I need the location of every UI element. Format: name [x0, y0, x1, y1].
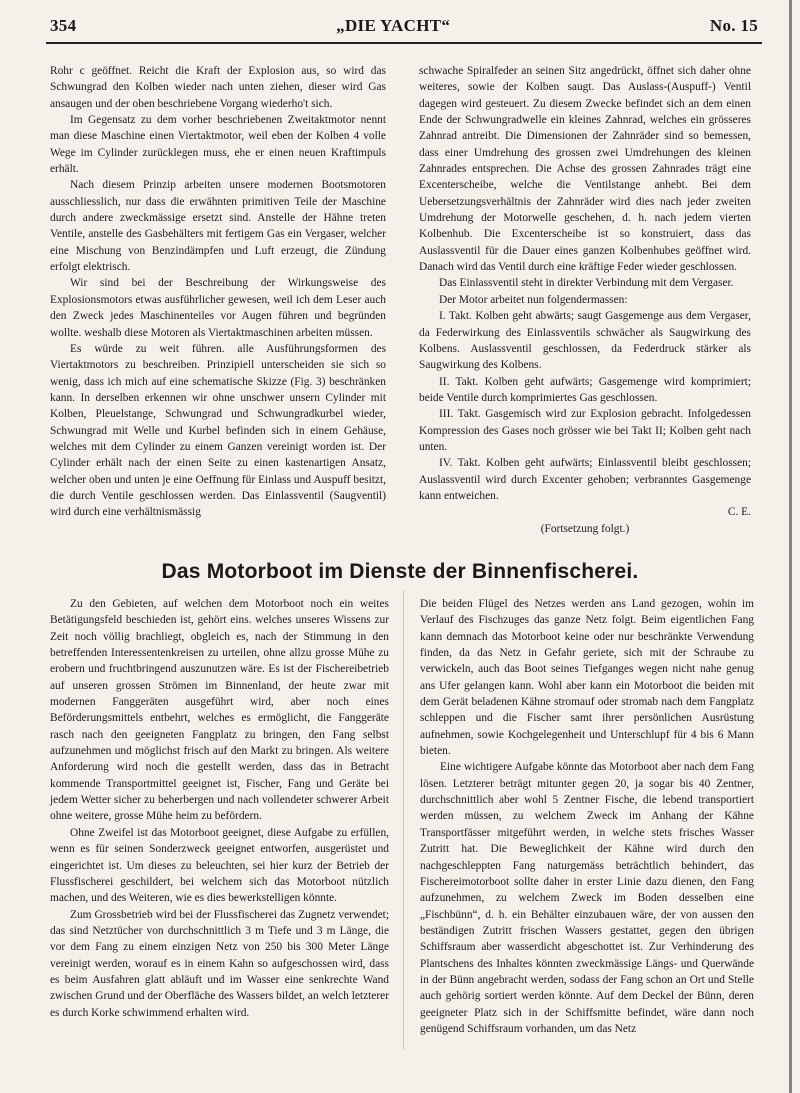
header-rule: [46, 42, 762, 44]
paragraph: Es würde zu weit führen. alle Ausführungsformen des Viertaktmotors zu beschreiben. Prinzipiell unterscheiden sie sich so wenig, dass ich mich auf eine schematische Skizze (Fig. 3) beschränken kann. In derselben erkennen wir ohne unschwer unsern Cylinder mit Kolben, Pleuelstange, Schwungrad und Schwungradkurbel wieder, Schwungrad mit Welle und Kurbel befinden sich in einem Gehäuse, welches mit dem Cylinder zu einem Ganzen vereinigt worden ist. Der Cylinder erhält nach der einen Seite zu einen kastenartigen Ansatz, welcher oben und unten je eine Oeffnung für Einlass und Auspuff besitzt, die durch Ventile geschlossen werden. Das Einlassventil (Saugventil) wird durch eine verhältnismässig: [50, 342, 386, 519]
column-3: [50, 596, 389, 1021]
paragraph: Zum Grossbetrieb wird bei der Flussfischerei das Zugnetz verwendet; das sind Netztücher von durchschnittlich 3 m Tiefe und 3 m Länge, die vor dem Fang zu einem einzigen Netz von 250 bis 300 Meter Länge vereinigt werden, worauf es in einem Kahn so aufgeschossen wird, dass es beim Ausfahren glatt abläuft und im Wasser eine senkrechte Wand zwischen Grund und der Oberfläche des Wassers bildet, an welch letzterer es durch Korke schwimmend erhalten wird.: [50, 908, 389, 1019]
column-divider: [403, 590, 404, 1050]
paragraph: Nach diesem Prinzip arbeiten unsere modernen Bootsmotoren ausschliesslich, nur dass die erwähnten primitiven Teile der Maschine durch andere zweckmässige ersetzt sind. Anstelle der Hähne treten Ventile, anstelle des Gasbehälters mit fertigem Gas ein Vergaser, welcher eine Mischung von Benzindämpfen und Luft erzeugt, die Zündung erfolgt elektrisch.: [50, 179, 386, 274]
paragraph: Wir sind bei der Beschreibung der Wirkungsweise des Explosionsmotors etwas ausführlicher gewesen, weil ich dem Leser auch den Zweck jedes Maschinenteiles vor Augen führen und begründen wollte. weshalb diese Motoren als Viertaktmaschinen arbeiten müssen.: [50, 277, 386, 339]
column-2: [419, 63, 751, 537]
paragraph: Im Gegensatz zu dem vorher beschriebenen Zweitaktmotor nennt man diese Maschine einen Viertaktmotor, weil eben der Kolben 4 volle Wege im Cylinder zurücklegen muss, ehe er einen neuen Kraftimpuls erhält.: [50, 114, 386, 176]
continuation-note: (Fortsetzung folgt.): [540, 522, 630, 535]
issue-number: No. 15: [709, 16, 758, 35]
column-1: [50, 63, 386, 521]
page-number: 354: [50, 16, 77, 35]
paragraph-takt-4: IV. Takt. Kolben geht aufwärts; Einlassventil bleibt geschlossen; Auslassventil wird durch Excenter gehoben; verbranntes Gasgemenge kann entweichen.: [419, 457, 751, 502]
column-4: [420, 596, 754, 1037]
author-initials: C. E.: [727, 506, 751, 519]
article-title: Das Motorboot im Dienste der Binnenfischerei.: [161, 560, 639, 583]
paragraph: Ohne Zweifel ist das Motorboot geeignet, diese Aufgabe zu erfüllen, wenn es für seinen Sonderzweck geeignet entworfen, ausgerüstet und eingerichtet ist. Um dieses zu beleuchten, sei hier kurz der Betrieb der Flussfischerei geschildert, bei welchem sich das Motorboot nützlich machen, und des Weiteren, wie es dies bewerkstelligen könnte.: [50, 826, 389, 905]
paragraph: Das Einlassventil steht in direkter Verbindung mit dem Vergaser.: [439, 277, 734, 290]
paragraph: Zu den Gebieten, auf welchen dem Motorboot noch ein weites Betätigungsfeld beschieden ist, gehört eins. welches unseres Wissens zur Zeit noch völlig brachliegt, obgleich es, nach der Stimmung in den betreffenden Interessentenkreisen zu urteilen, ohne allzu grosse Mühe zu erobern und fruchtbringend auszunutzen wäre. Es ist der Fischereibetrieb auf unseren grossen Strömen im Binnenland, der heute zwar mit modernen Fanggeräten ausgeführt wird, aber noch eines Beförderungsmittels entbehrt, welches es ermöglicht, die Fanggeräte rasch nach den geeigneten Fangplatz zu bringen, den Fang selbst aufzunehmen und möglichst frisch auf den Markt zu bringen. Als weitere Anforderung wird noch die gestellt werden, dass das in Betracht kommende Transportmittel geeignet ist, Fischer, Fang und Geräte bei jedem Wetter sicher zu beherbergen und nach vollendeter schwerer Arbeit ohne weitere, grosse Mühe heim zu befördern.: [50, 598, 389, 823]
paragraph: Der Motor arbeitet nun folgendermassen:: [439, 293, 628, 306]
journal-title: „DIE YACHT“: [336, 16, 451, 35]
paragraph: Eine wichtigere Aufgabe könnte das Motorboot aber nach dem Fang lösen. Letzterer beträgt mitunter gegen 20, ja sogar bis 40 Zentner, durchschnittlich aber wohl 5 Zentner Fische, die lebend transportiert werden müssen, zu welchem Zweck im Anhang der Kähne Transportfässer mitgeführt werden, in welche stets frisches Wasser Zutritt hat. Die Beweglichkeit der Kähne wird durch den nachgeschleppten Fang naturgemäss beträchtlich behindert, das Fischereimotorboot sollte daher in erster Linie dazu dienen, den Fang aufzunehmen, zu welchem Zweck im Boden desselben eine „Fischbünn“, d. h. ein Behälter einzubauen wäre, der von aussen den beständigen Zutritt frischen Wassers gestattet, gegen den übrigen Schiffsraum aber wasserdicht abgeschottet ist. Zur Verhinderung des Plantschens des Inhaltes könnten zweckmässige Längs- und Querwände in der Bünn angebracht werden, sodass der Fang schon an Ort und Stelle auch gehörig sortiert werden könnte. Auf dem Deckel der Bünn, deren geeigneter Platz sich in der Schiffsmitte befindet, wäre dann noch genügend Schiffsraum vorhanden, um das Netz: [420, 761, 754, 1035]
scan-edge: [789, 0, 792, 1093]
paragraph: Rohr c geöffnet. Reicht die Kraft der Explosion aus, so wird das Schwungrad den Kolben wieder nach unten ziehen, dieser wird Gas ansaugen und der oben beschriebene Vorgang wiederho't sich.: [50, 65, 386, 110]
paragraph: schwache Spiralfeder an seinen Sitz angedrückt, öffnet sich daher ohne weiteres, sowie der Kolben saugt. Das Auslass-(Auspuff-) Ventil dagegen wird gesteuert. Zu diesem Zwecke befindet sich an dem einen Ende der Schwungradwelle ein kleines Zahnrad, welches ein grösseres Zahnrad antreibt. Die Dimensionen der Zahnräder sind so bemessen, dass einer Umdrehung des grossen zwei Umdrehungen des kleinen Zahnrades entsprechen. Die Achse des grossen Zahnrades trägt eine Excenterscheibe, welche die Ventilstange anhebt. Bei dem Uebersetzungsverhältnis der Zahnräder wird dies nach jeder zweiten Umdrehung der Motorwelle geschehen, d. h. nach jedem vierten Kolbenhub. Die Excenterscheibe ist so konstruiert, dass das Auslassventil für die Dauer eines ganzen Kolbenhubes geöffnet wird. Danach wird das Ventil durch eine kräftige Feder wieder geschlossen.: [419, 65, 751, 274]
paragraph-takt-3: III. Takt. Gasgemisch wird zur Explosion gebracht. Infolgedessen Kompression des Gases noch grösser wie bei Takt II; Kolben geht nach unten.: [419, 408, 751, 453]
paragraph: Die beiden Flügel des Netzes werden ans Land gezogen, wohin im Verlauf des Fischzuges das ganze Netz folgt. Beim eigentlichen Fang kann demnach das Motorboot keine oder nur beschränkte Verwendung finden, da das Netz in Gefahr geriete, sich mit der Schraube zu verwickeln, auch das Boot seines Tiefganges wegen nicht nahe genug ans Ufer gelangen kann. Wohl aber kann ein Motorboot die beiden mit dem Gerät beladenen Kähne stromauf oder stromab nach dem Fangplatz schleppen und die Fischer samt ihrer persönlichen Ausrüstung aufnehmen, sowie Kochgelegenheit und Unterschlupf für 4 bis 6 Mann bieten.: [420, 598, 754, 758]
paragraph-takt-2: II. Takt. Kolben geht aufwärts; Gasgemenge wird komprimiert; beide Ventile durch komprimiertes Gas geschlossen.: [419, 375, 751, 404]
running-header: [50, 12, 758, 40]
paragraph-takt-1: I. Takt. Kolben geht abwärts; saugt Gasgemenge aus dem Vergaser, da Federwirkung des Einlassventils schwächer als Saugwirkung des Kolbens. Auslassventil geschlossen, da Federdruck stärker als Saugwirkung des Kolbens.: [419, 310, 751, 372]
